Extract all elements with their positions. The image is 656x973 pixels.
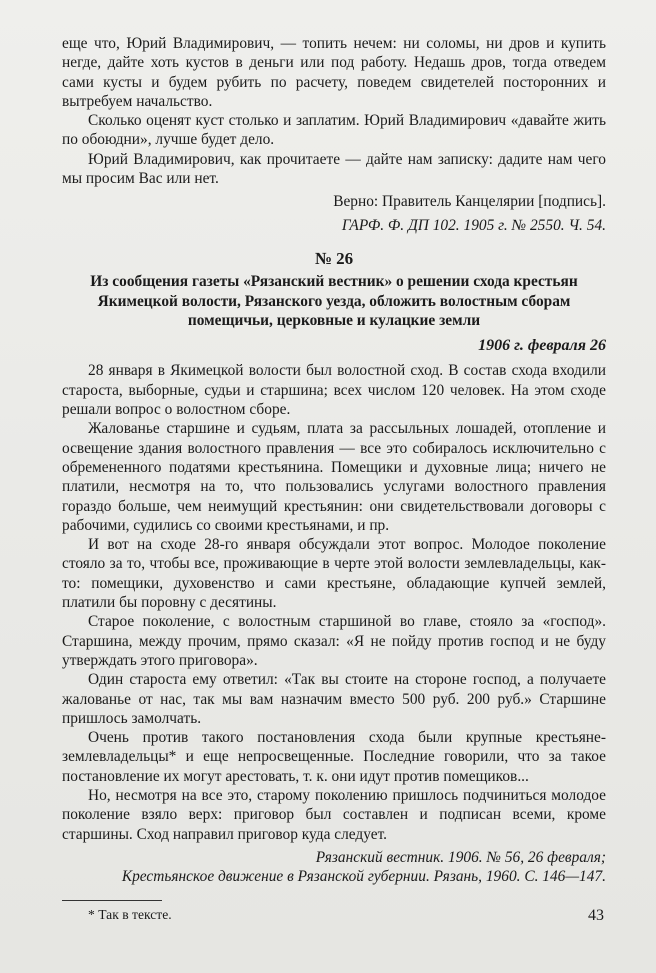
page-number: 43 <box>588 907 604 924</box>
document-date: 1906 г. февраля 26 <box>478 337 606 355</box>
text-column <box>62 34 606 925</box>
body-paragraph: Жалованье старшине и судьям, плата за рассыльных лошадей, отопление и освещение здания волостного правления — все это собиралось исключительно с обремененного податями крестьянина. Помещики и духовные лица; ничего не платили, несмотря на то, что пользовались услугами волостного правления гораздо больше, чем неимущий крестьянин: они свидетельствовали договоры с рабочими, судились со своими крестьянами, и пр. <box>62 420 606 534</box>
document-title: Из сообщения газеты «Рязанский вестник» о решении схода крестьян Якимецкой волости, Рязанского уезда, обложить волостным сборам помещичьи, церковные и кулацкие земли <box>90 273 578 329</box>
footnote: * Так в тексте. <box>88 907 172 923</box>
body-paragraph: И вот на сходе 28-го января обсуждали этот вопрос. Молодое поколение стояло за то, чтобы все, проживающие в черте этой волости землевладельцы, как-то: помещики, духовенство и сами крестьяне, обладающие купчей землей, платили бы поровну с десятины. <box>62 536 606 612</box>
source-citation-newspaper: Рязанский вестник. 1906. № 56, 26 февраля; <box>315 848 606 866</box>
body-paragraph: 28 января в Якимецкой волости был волостной сход. В состав схода входили староста, выборные, судьи и старшина; всех числом 120 человек. На этом сходе решали вопрос о волостном сборе. <box>62 362 606 419</box>
body-paragraph: Очень против такого постановления схода были крупные крестьяне-землевладельцы* и еще непросвещенные. Последние говорили, что за такое постановление их могут арестовать, т. к. они идут против помещиков... <box>62 729 606 785</box>
body-paragraph: Но, несмотря на все это, старому поколению пришлось подчиниться молодое поколение взяло верх: приговор был составлен и подписан всеми, кроме старшины. Сход направил приговор куда следует. <box>62 786 606 843</box>
continuation-paragraph: Юрий Владимирович, как прочитаете — дайте нам записку: дадите нам чего мы просим Вас или нет. <box>62 150 606 188</box>
document-number: № 26 <box>314 248 354 268</box>
previous-source-citation: ГАРФ. Ф. ДП 102. 1905 г. № 2550. Ч. 54. <box>341 216 606 234</box>
body-paragraph: Один староста ему ответил: «Так вы стоите на стороне господ, а получаете жалованье от нас, так мы вам назначим вместо 500 руб. 200 руб.» Старшине пришлось замолчать. <box>62 671 606 727</box>
attestation-line: Верно: Правитель Канцелярии [подпись]. <box>333 193 606 211</box>
continuation-paragraph: еще что, Юрий Владимирович, — топить нечем: ни соломы, ни дров и купить негде, дайте хоть кустов в деньги или под работу. Недашь дров, тогда отведем сами кусты и будем рубить по расчету, поведем свидетелей посторонних и вытребуем начальство. <box>62 35 606 110</box>
continuation-paragraph: Сколько оценят куст столько и заплатим. Юрий Владимирович «давайте жить по обоюдни», лучше будет дело. <box>62 112 606 149</box>
footnote-divider <box>62 900 162 901</box>
source-citation-book: Крестьянское движение в Рязанской губернии. Рязань, 1960. С. 146—147. <box>121 868 606 886</box>
body-paragraph: Старое поколение, с волостным старшиной во главе, стояло за «господ». Старшина, между прочим, прямо сказал: «Я не пойду против господ и не буду утверждать этого приговора». <box>62 613 606 669</box>
